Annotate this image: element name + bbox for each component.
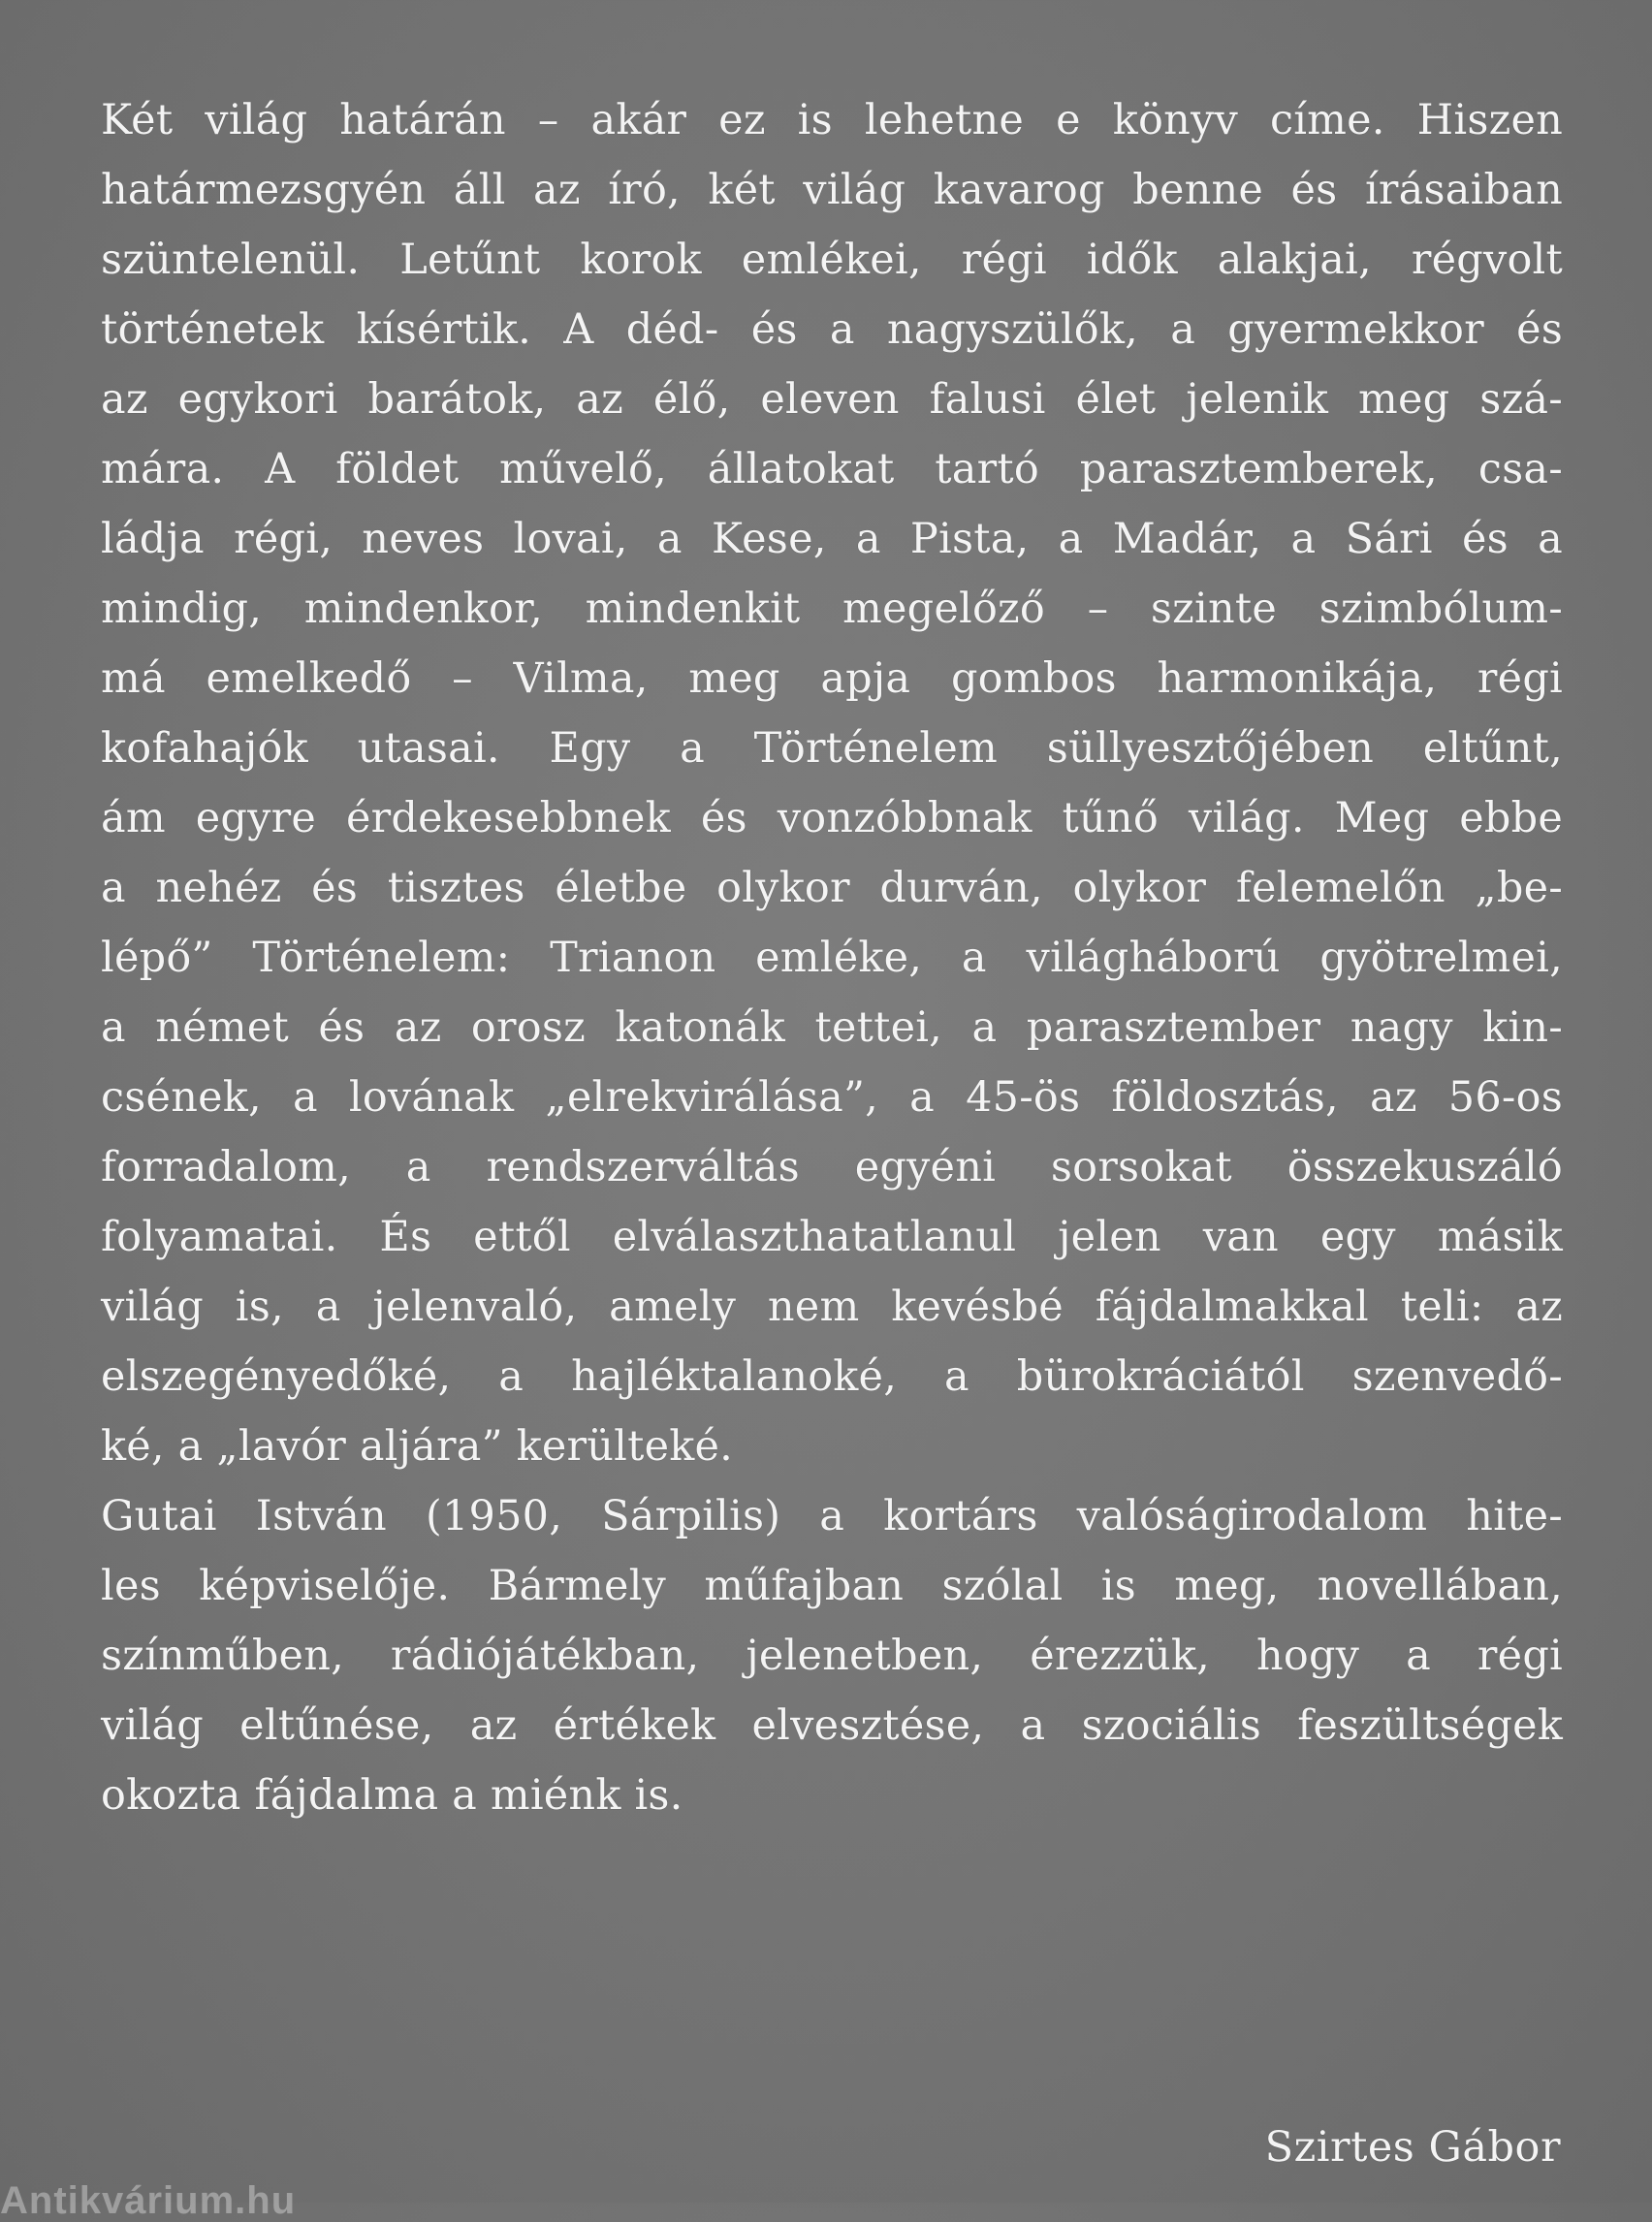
text-line: ám egyre érdekesebbnek és vonzóbbnak tűnő világ. Meg ebbe [101, 794, 1563, 842]
text-line: lépő” Történelem: Trianon emléke, a világháború gyötrelmei, [101, 934, 1563, 982]
text-line: folyamatai. És ettől elválaszthatatlanul jelen van egy másik [101, 1213, 1563, 1261]
watermark: Antikvárium.hu [0, 2179, 297, 2222]
text-line: kofahajók utasai. Egy a Történelem süllyesztőjében eltűnt, [101, 724, 1563, 773]
text-line: szüntelenül. Letűnt korok emlékei, régi idők alakjai, régvolt [101, 236, 1563, 284]
text-line: színműben, rádiójátékban, jelenetben, érezzük, hogy a régi [101, 1632, 1563, 1680]
text-line: forradalom, a rendszerváltás egyéni sorsokat összekuszáló [101, 1143, 1563, 1191]
text-line: a nehéz és tisztes életbe olykor durván, olykor felemelőn „be- [101, 864, 1563, 912]
author-signature: Szirtes Gábor [1264, 2123, 1561, 2172]
text-line: határmezsgyén áll az író, két világ kavarog benne és írásaiban [101, 166, 1563, 214]
text-line: mindig, mindenkor, mindenkit megelőző – szinte szimbólum- [101, 585, 1563, 633]
text-line: csének, a lovának „elrekvirálása”, a 45-ös földosztás, az 56-os [101, 1073, 1563, 1122]
text-line: mára. A földet művelő, állatokat tartó parasztemberek, csa- [101, 445, 1563, 493]
text-line: a német és az orosz katonák tettei, a parasztember nagy kin- [101, 1003, 1563, 1052]
text-line: okozta fájdalma a miénk is. [101, 1771, 683, 1820]
text-line: elszegényedőké, a hajléktalanoké, a bürokráciától szenvedő- [101, 1352, 1563, 1401]
text-line: ládja régi, neves lovai, a Kese, a Pista, a Madár, a Sári és a [101, 515, 1563, 563]
text-line: világ eltűnése, az értékek elvesztése, a szociális feszültségek [101, 1701, 1563, 1750]
text-line: Két világ határán – akár ez is lehetne e könyv címe. Hiszen [101, 96, 1563, 144]
text-line: ké, a „lavór aljára” kerülteké. [101, 1422, 734, 1471]
text-line: les képviselője. Bármely műfajban szólal is meg, novellában, [101, 1562, 1563, 1610]
text-line: má emelkedő – Vilma, meg apja gombos harmonikája, régi [101, 654, 1563, 703]
text-line: Gutai István (1950, Sárpilis) a kortárs valóságirodalom hite- [101, 1492, 1563, 1540]
blurb-text [101, 85, 1563, 1830]
text-line: világ is, a jelenvaló, amely nem kevésbé fájdalmakkal teli: az [101, 1283, 1563, 1331]
text-line: történetek kísértik. A déd- és a nagyszülők, a gyermekkor és [101, 305, 1563, 354]
text-line: az egykori barátok, az élő, eleven falusi élet jelenik meg szá- [101, 375, 1563, 424]
